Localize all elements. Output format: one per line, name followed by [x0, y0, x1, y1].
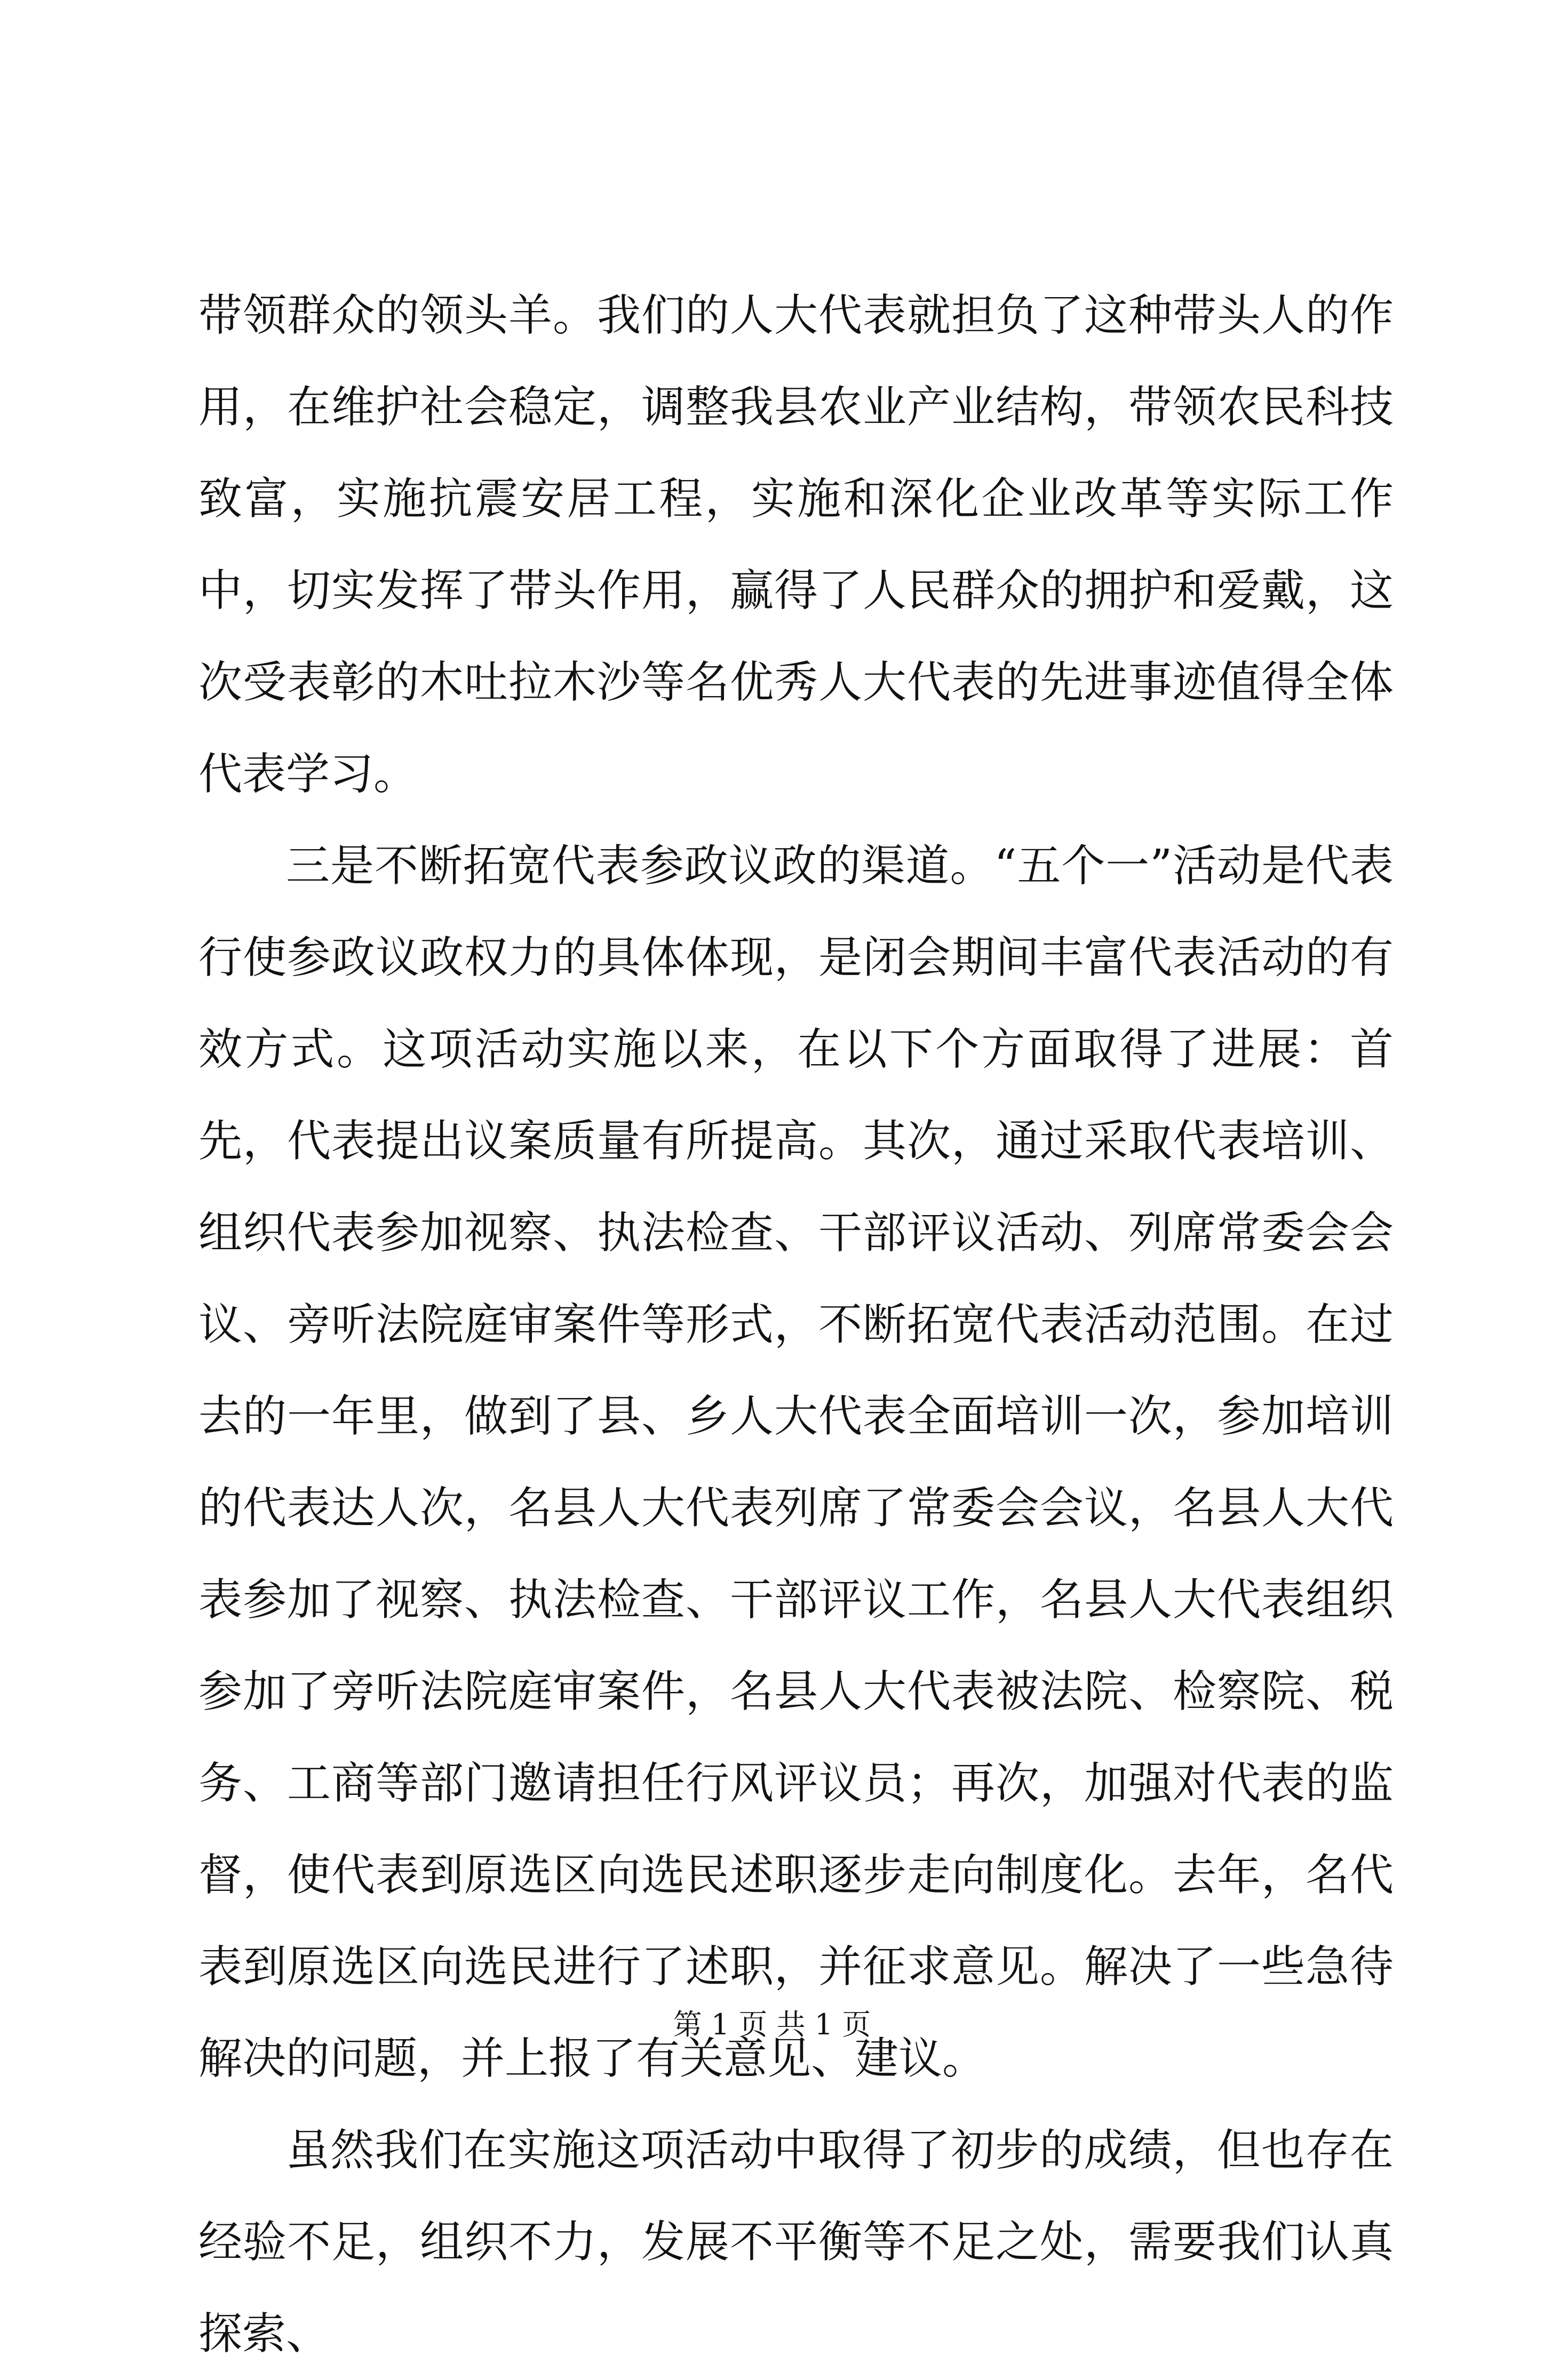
- document-body: [198, 270, 1394, 2380]
- paragraph-2: 三是不断拓宽代表参政议政的渠道。“五个一”活动是代表行使参政议政权力的具体体现，是闭会期间丰富代表活动的有效方式。这项活动实施以来，在以下个方面取得了进展：首先，代表提出议案质量有所提高。其次，通过采取代表培训、组织代表参加视察、执法检查、干部评议活动、列席常委会会议、旁听法院庭审案件等形式，不断拓宽代表活动范围。在过去的一年里，做到了县、乡人大代表全面培训一次，参加培训的代表达人次，名县人大代表列席了常委会会议，名县人大代表参加了视察、执法检查、干部评议工作，名县人大代表组织参加了旁听法院庭审案件，名县人大代表被法院、检察院、税务、工商等部门邀请担任行风评议员；再次，加强对代表的监督，使代表到原选区向选民述职逐步走向制度化。去年，名代表到原选区向选民进行了述职，并征求意见。解决了一些急待解决的问题，并上报了有关意见、建议。: [198, 841, 1394, 2084]
- paragraph-3: 虽然我们在实施这项活动中取得了初步的成绩，但也存在经验不足，组织不力，发展不平衡等不足之处，需要我们认真探索、: [198, 2125, 1394, 2359]
- paragraph-1: 带领群众的领头羊。我们的人大代表就担负了这种带头人的作用，在维护社会稳定，调整我县农业产业结构，带领农民科技致富，实施抗震安居工程，实施和深化企业改革等实际工作中，切实发挥了带头作用，赢得了人民群众的拥护和爱戴，这次受表彰的木吐拉木沙等名优秀人大代表的先进事迹值得全体代表学习。: [198, 290, 1394, 800]
- page-number-footer: 第 1 页 共 1 页: [673, 2008, 871, 2041]
